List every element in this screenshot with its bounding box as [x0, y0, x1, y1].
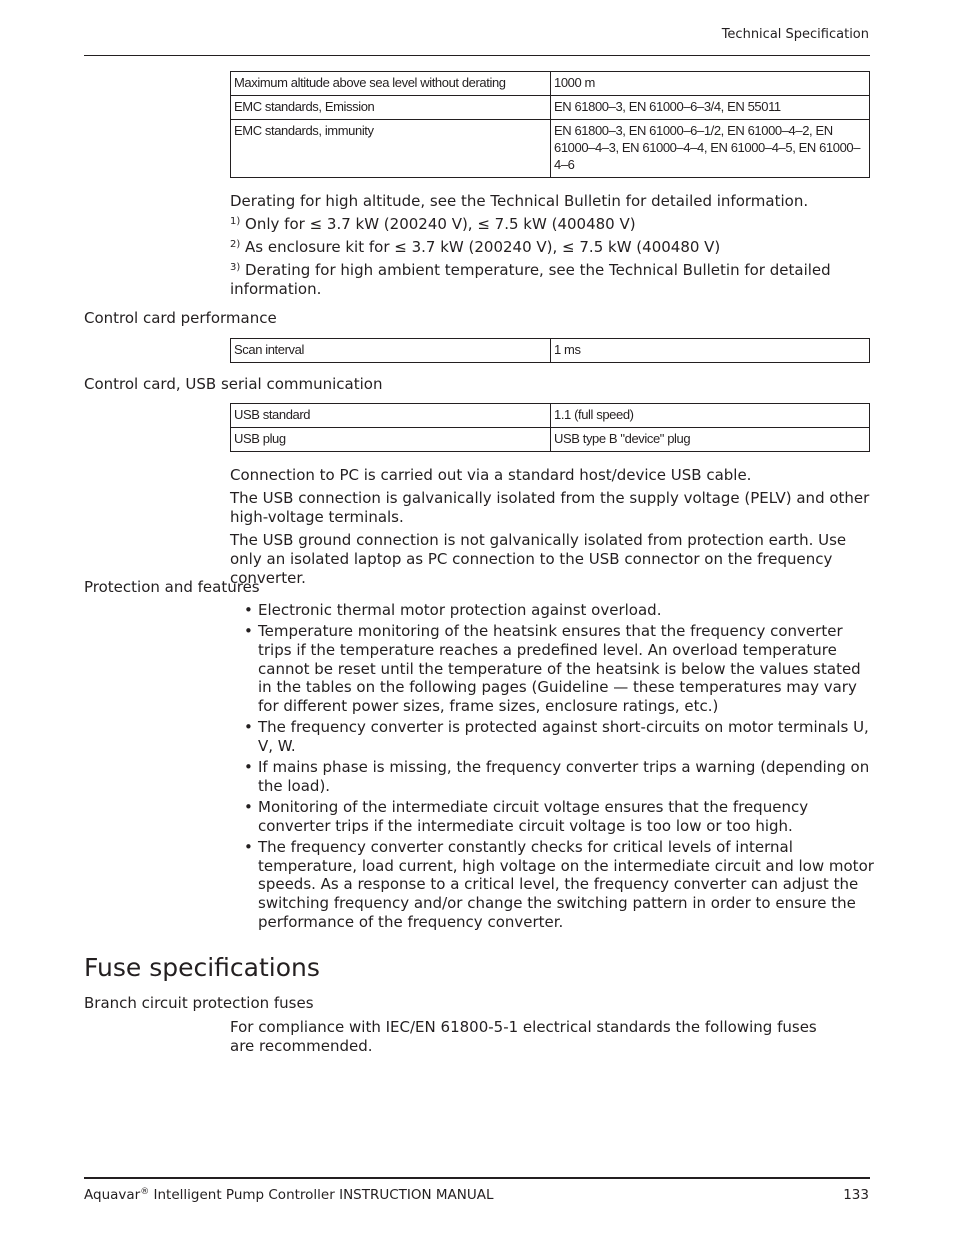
environment-table	[230, 71, 870, 178]
footer-rule	[84, 1177, 870, 1179]
footnote-2	[230, 238, 875, 257]
list-item: • The frequency converter is protected against short-circuits on motor terminals U, V, W.	[244, 718, 876, 755]
footer-manual-name: Intelligent Pump Controller INSTRUCTION MANUAL	[149, 1187, 494, 1203]
table-row	[231, 404, 870, 428]
table-cell: EN 61800–3, EN 61000–6–3/4, EN 55011	[551, 96, 870, 120]
section-title: Fuse specifications	[84, 953, 320, 982]
fuse-text: For compliance with IEC/EN 61800-5-1 electrical standards the following fuses are recommended.	[230, 1018, 817, 1055]
footer-brand: Aquavar	[84, 1187, 141, 1203]
control-card-heading: Control card performance	[84, 309, 277, 327]
footnote-mark: 3)	[230, 262, 241, 273]
protection-heading: Protection and features	[84, 578, 260, 596]
table-row	[231, 72, 870, 96]
usb-paragraph: Connection to PC is carried out via a standard host/device USB cable.	[230, 466, 752, 484]
table-cell: Maximum altitude above sea level without derating	[231, 72, 551, 96]
table-cell: Scan interval	[231, 339, 551, 363]
control-card-table	[230, 338, 870, 363]
list-item: • The frequency converter constantly checks for critical levels of internal temperature, load current, high voltage on the intermediate circuit and low motor speeds. As a response to a critical level, the frequency converter can adjust the switching frequency and/or change the switching pattern in order to ensure the performance of the frequency converter.	[244, 838, 876, 932]
list-item: • Monitoring of the intermediate circuit voltage ensures that the frequency converter trips if the intermediate circuit voltage is too low or too high.	[244, 798, 876, 835]
table-cell: USB type B "device" plug	[551, 428, 870, 452]
table-cell: EMC standards, Emission	[231, 96, 551, 120]
footnote-text: As enclosure kit for ≤ 3.7 kW (200240 V), ≤ 7.5 kW (400480 V)	[245, 238, 721, 256]
table-row	[231, 428, 870, 452]
table-row	[231, 339, 870, 363]
footnote-1	[230, 215, 875, 234]
table-cell: 1.1 (full speed)	[551, 404, 870, 428]
header-rule	[84, 55, 870, 56]
derating-notes	[230, 192, 875, 299]
list-item: • If mains phase is missing, the frequency converter trips a warning (depending on the load).	[244, 758, 876, 795]
usb-notes	[230, 466, 875, 588]
footnote-mark: 1)	[230, 216, 241, 227]
footnote-text: Only for ≤ 3.7 kW (200240 V), ≤ 7.5 kW (400480 V)	[245, 215, 636, 233]
table-row	[231, 120, 870, 178]
table-cell: 1 ms	[551, 339, 870, 363]
footnote-3	[230, 261, 875, 299]
usb-heading: Control card, USB serial communication	[84, 375, 383, 393]
fuse-subheading: Branch circuit protection fuses	[84, 994, 314, 1012]
table-cell: EMC standards, immunity	[231, 120, 551, 178]
running-header: Technical Specification	[721, 27, 869, 42]
list-item: • Temperature monitoring of the heatsink ensures that the frequency converter trips if the temperature reaches a predefined level. An overload temperature cannot be reset until the temperature of the heatsink is below the values stated in the tables on the following pages (Guideline — these temperatures may vary for different power sizes, frame sizes, enclosure ratings, etc.)	[244, 622, 876, 716]
fuse-paragraph	[230, 1018, 830, 1056]
footer-title	[84, 1187, 494, 1203]
table-cell: USB standard	[231, 404, 551, 428]
derating-note: Derating for high altitude, see the Technical Bulletin for detailed information.	[230, 192, 809, 210]
table-cell: 1000 m	[551, 72, 870, 96]
registered-mark: ®	[140, 1187, 150, 1197]
table-cell: EN 61800–3, EN 61000–6–1/2, EN 61000–4–2, EN 61000–4–3, EN 61000–4–4, EN 61000–4–5, EN 61000–4–6	[551, 120, 870, 178]
footnote-mark: 2)	[230, 239, 241, 250]
footnote-text: Derating for high ambient temperature, see the Technical Bulletin for detailed information.	[230, 261, 831, 298]
protection-list	[244, 601, 876, 934]
usb-paragraph: The USB connection is galvanically isolated from the supply voltage (PELV) and other high-voltage terminals.	[230, 489, 870, 526]
list-item: • Electronic thermal motor protection against overload.	[244, 601, 876, 620]
table-row	[231, 96, 870, 120]
usb-table	[230, 403, 870, 452]
table-cell: USB plug	[231, 428, 551, 452]
usb-paragraph: The USB ground connection is not galvanically isolated from protection earth. Use only an isolated laptop as PC connection to the USB connector on the frequency converter.	[230, 531, 847, 587]
page-number: 133	[843, 1187, 869, 1203]
